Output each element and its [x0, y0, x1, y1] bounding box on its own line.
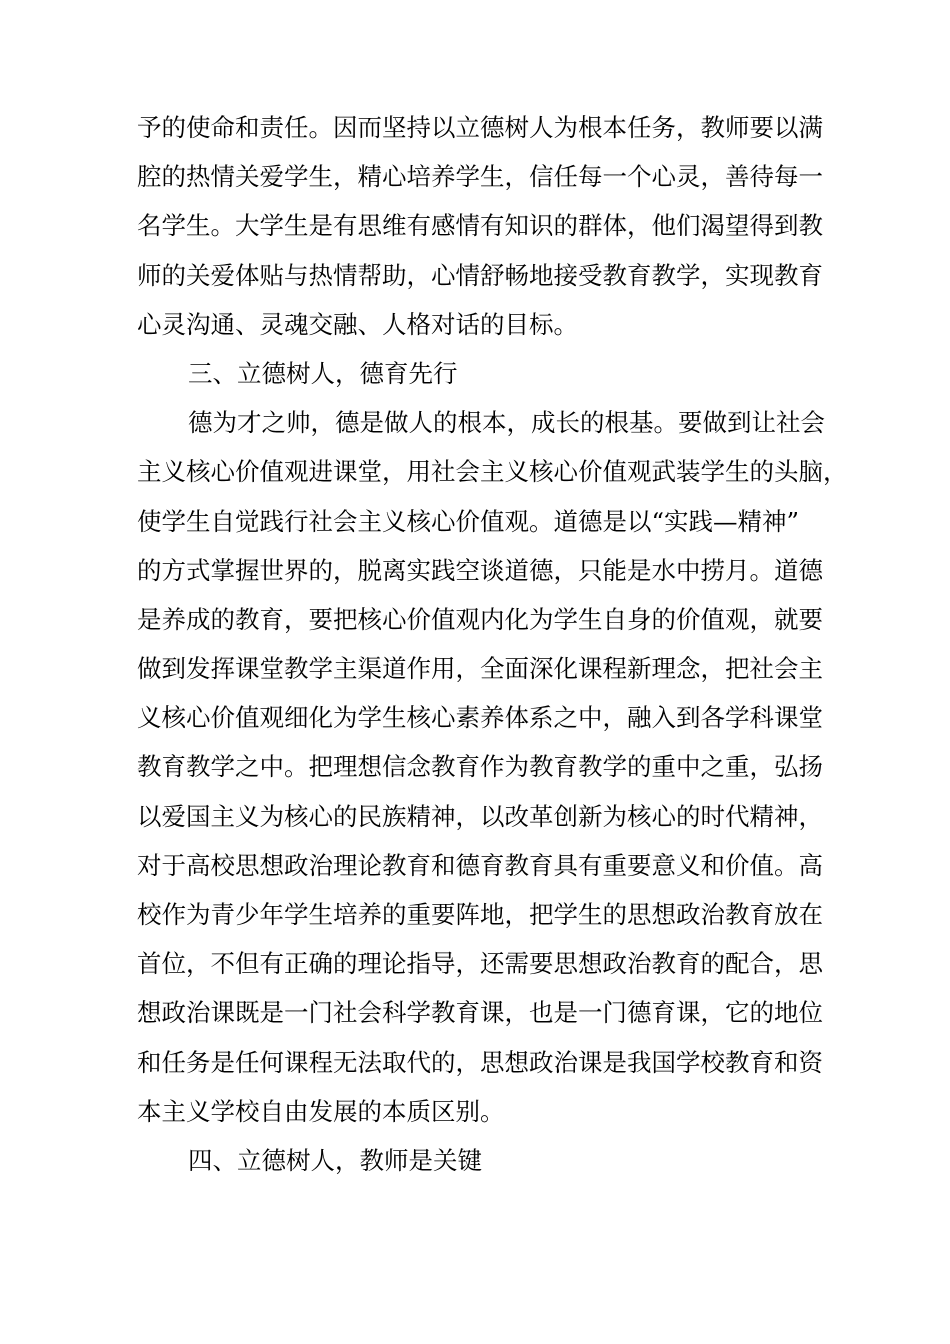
text-line: 德为才之帅，德是做人的根本，成长的根基。要做到让社会	[188, 408, 825, 438]
section-heading: 四、立德树人，教师是关键	[188, 1145, 482, 1175]
text-line: 做到发挥课堂教学主渠道作用，全面深化课程新理念，把社会主	[137, 654, 823, 684]
text-line: 师的关爱体贴与热情帮助，心情舒畅地接受教育教学，实现教育	[137, 260, 823, 290]
text-line: 以爱国主义为核心的民族精神，以改革创新为核心的时代精神，	[137, 801, 823, 831]
text-line: 的方式掌握世界的，脱离实践空谈道德，只能是水中捞月。道德	[137, 555, 823, 585]
text-line: 是养成的教育，要把核心价值观内化为学生自身的价值观，就要	[137, 604, 823, 634]
section-heading: 三、立德树人，德育先行	[188, 358, 458, 388]
text-line: 心灵沟通、灵魂交融、人格对话的目标。	[137, 309, 578, 339]
text-line: 主义核心价值观进课堂，用社会主义核心价值观武装学生的头脑，	[137, 457, 848, 487]
text-line: 名学生。大学生是有思维有感情有知识的群体，他们渴望得到教	[137, 211, 823, 241]
text-line: 和任务是任何课程无法取代的，思想政治课是我国学校教育和资	[137, 1047, 823, 1077]
document-body	[137, 103, 848, 1185]
text-line: 本主义学校自由发展的本质区别。	[137, 1096, 505, 1126]
text-line: 义核心价值观细化为学生核心素养体系之中，融入到各学科课堂	[137, 703, 823, 733]
text-line: 首位，不但有正确的理论指导，还需要思想政治教育的配合，思	[137, 949, 823, 979]
text-line: 予的使命和责任。因而坚持以立德树人为根本任务，教师要以满	[137, 113, 823, 142]
text-line: 使学生自觉践行社会主义核心价值观。道德是以“实践—精神”	[137, 506, 800, 536]
text-line: 对于高校思想政治理论教育和德育教育具有重要意义和价值。高	[137, 850, 823, 880]
text-line: 腔的热情关爱学生，精心培养学生，信任每一个心灵，善待每一	[137, 162, 823, 192]
text-line: 教育教学之中。把理想信念教育作为教育教学的重中之重，弘扬	[137, 752, 823, 782]
text-line: 想政治课既是一门社会科学教育课，也是一门德育课，它的地位	[137, 998, 823, 1028]
text-line: 校作为青少年学生培养的重要阵地，把学生的思想政治教育放在	[137, 900, 823, 929]
